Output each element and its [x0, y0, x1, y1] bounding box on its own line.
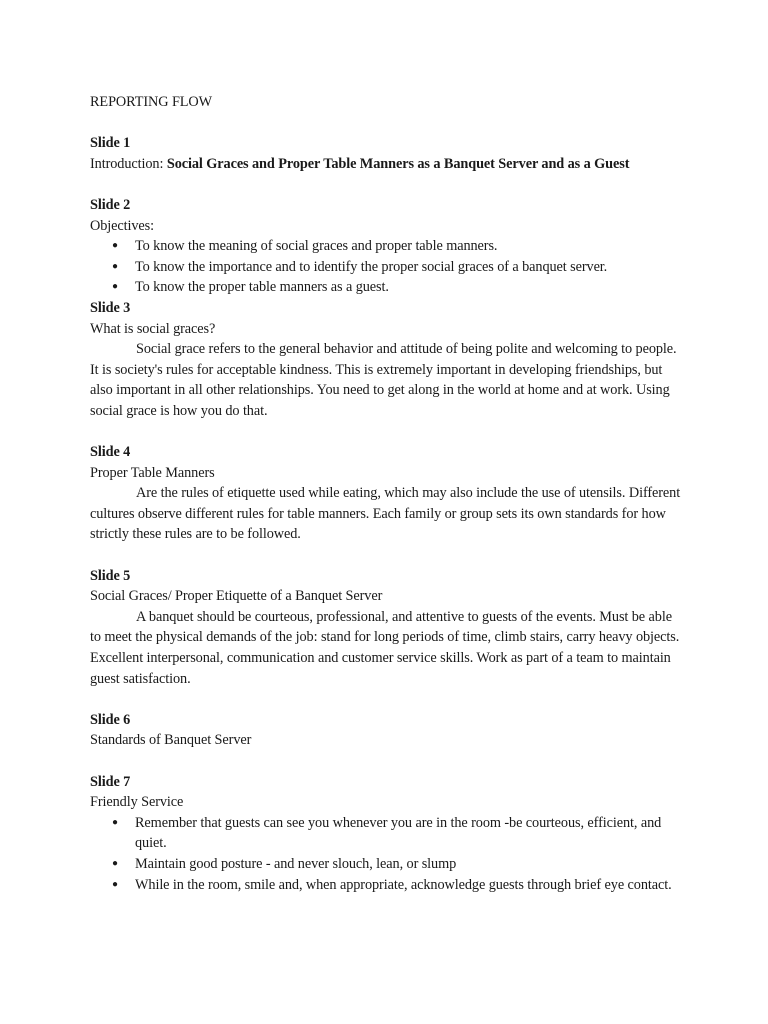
- slide-heading: Slide 6: [90, 711, 131, 728]
- bullet-icon: ●: [112, 857, 118, 869]
- list-item: [90, 854, 684, 875]
- list-item-text: To know the importance and to identify the proper social graces of a banquet server.: [135, 258, 608, 275]
- slide-heading: Slide 3: [90, 299, 131, 316]
- list-item: [90, 875, 684, 896]
- slide-subtitle: Standards of Banquet Server: [90, 732, 252, 749]
- list-item-text: To know the proper table manners as a guest.: [135, 279, 389, 296]
- slide-subtitle: Proper Table Manners: [90, 464, 215, 481]
- intro-title: Social Graces and Proper Table Manners as a Banquet Server and as a Guest: [166, 155, 630, 172]
- list-item: [90, 813, 684, 854]
- bullet-icon: ●: [112, 816, 118, 828]
- slide-subtitle: Friendly Service: [90, 794, 184, 811]
- list-item: [90, 257, 684, 278]
- slide-paragraph: A banquet should be courteous, professional, and attentive to guests of the events. Must be able to meet the physical demands of the job: stand for long periods of time, climb stairs, carry heavy objects. Excellent interpersonal, communication and customer service skills. Work as part of a team to maintain guest satisfaction.: [90, 608, 680, 687]
- document-header: REPORTING FLOW: [90, 94, 213, 110]
- slide-intro: [90, 154, 684, 175]
- bullet-icon: ●: [112, 281, 118, 293]
- intro-label: Introduction:: [90, 155, 164, 172]
- slide-heading: Slide 4: [90, 444, 131, 461]
- document-body: [90, 92, 684, 895]
- slide-subtitle: Social Graces/ Proper Etiquette of a Banquet Server: [90, 588, 383, 605]
- slide-heading: Slide 5: [90, 567, 131, 584]
- slide-subtitle: What is social graces?: [90, 320, 216, 337]
- objectives-list: [90, 236, 684, 298]
- list-item-text: While in the room, smile and, when appropriate, acknowledge guests through brief eye contact.: [135, 876, 672, 893]
- slide-paragraph: Social grace refers to the general behavior and attitude of being polite and welcoming to people. It is society's rules for acceptable kindness. This is extremely important in developing friendships, but also important in all other relationships. You need to get along in the world at home and at work. Using social grace is how you do that.: [90, 341, 677, 419]
- slide-heading: Slide 7: [90, 773, 131, 790]
- bullet-icon: ●: [112, 240, 118, 252]
- list-item-text: Maintain good posture - and never slouch, lean, or slump: [135, 855, 457, 872]
- slide-paragraph: Are the rules of etiquette used while eating, which may also include the use of utensils. Different cultures observe different rules for table manners. Each family or group sets its own standards for how strictly these rules are to be followed.: [90, 485, 681, 543]
- bullet-icon: ●: [112, 260, 118, 272]
- list-item-text: Remember that guests can see you whenever you are in the room -be courteous, efficient, and quiet.: [135, 814, 662, 852]
- slide-subtitle: Objectives:: [90, 217, 155, 234]
- friendly-service-list: [90, 813, 684, 895]
- slide-heading: Slide 2: [90, 196, 131, 213]
- list-item: [90, 277, 684, 298]
- slide-heading: Slide 1: [90, 135, 131, 152]
- list-item-text: To know the meaning of social graces and proper table manners.: [135, 238, 498, 255]
- bullet-icon: ●: [112, 878, 118, 890]
- list-item: [90, 236, 684, 257]
